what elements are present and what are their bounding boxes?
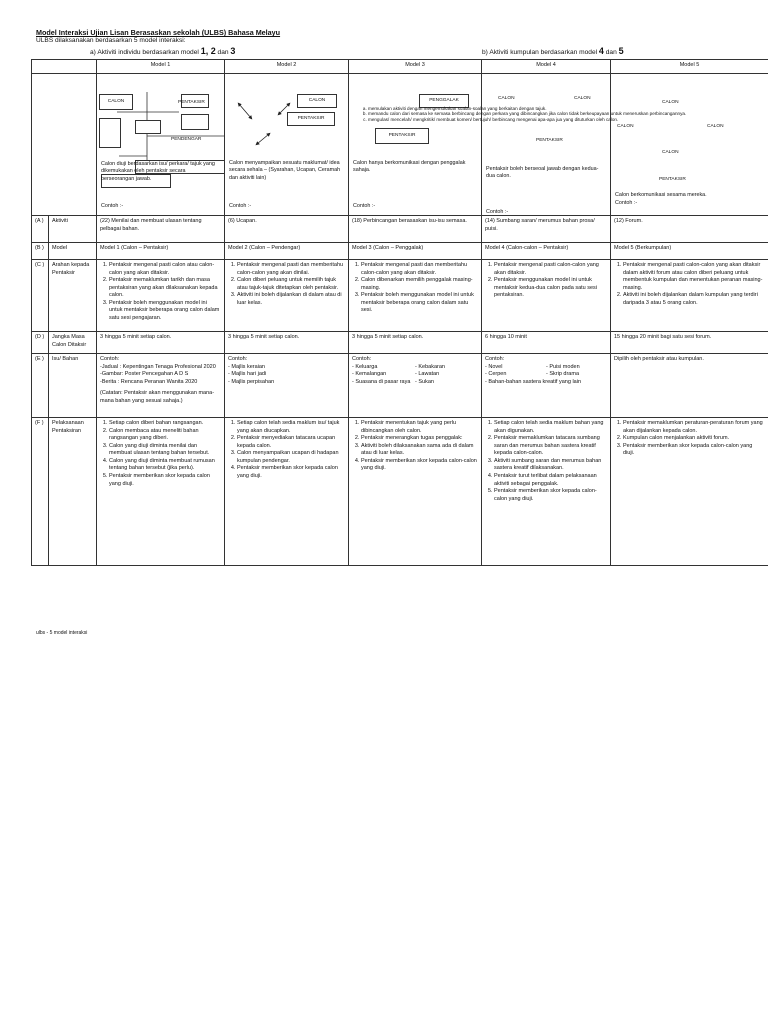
e-m1-item: -Berita : Rencana Peranan Wanita 2020 (100, 378, 198, 385)
diagram-row-blank (32, 74, 97, 216)
e-m3-columns (352, 364, 478, 387)
row-a-label: Aktiviti (49, 216, 97, 243)
m3-box-pentaksir: PENTAKSIR (375, 128, 429, 144)
list-item: 3. Pentaksir memberikan skor kepada calon-calon yang diuji. (623, 443, 765, 458)
e-m2-item: - Majlis keraian (228, 363, 265, 370)
group-activity-note (482, 46, 624, 56)
list-item: 3. Aktiviti ini boleh dijalankan di dalam atau di luar kelas. (237, 292, 345, 307)
header-row (32, 60, 768, 74)
m1-box-left (99, 118, 121, 148)
numbered-list (614, 420, 765, 458)
e-m4-contoh: Contoh: (485, 356, 505, 362)
m4-contoh: Contoh :- (486, 209, 509, 215)
row-e-code: (E ) (32, 354, 49, 418)
row-b-model-5: Model 5 (Berkumpulan) (611, 243, 768, 260)
diagram-model-3 (349, 74, 482, 216)
m4-label-calon-2: CALON (574, 96, 591, 101)
row-f-model-2 (225, 418, 349, 566)
m1-description: Calon diuji berdasarkan isu/ perkara/ tajuk yang dikemukakan oleh pentaksir secara berseorangan jawab. (101, 161, 215, 182)
e-m4-col-left (485, 364, 546, 379)
list-item: 2. Calon membaca atau meneliti bahan rangsangan yang diberi. (109, 428, 221, 443)
list-item: 2. Calon diberi peluang untuk memilih tajuk atau tajuk-tajuk ditetapkan oleh pentaksir. (237, 277, 345, 292)
e-m3-item: - Kemalangan (352, 371, 387, 378)
list-item: 1. Pentaksir mengenal pasti calon-calon yang akan ditaksir dalam aktiviti forum atau calon diberi peluang untuk membentuk kumpulan dan menentukan peranan masing-masing. (623, 262, 765, 292)
m3-description: Calon hanya berkomunikasi dengan penggalak sahaja. (353, 160, 466, 174)
e-m4-extra: - Bahan-bahan sastera kreatif yang lain (485, 378, 582, 385)
list-item: 1. Pentaksir mengenal pasti dan memberitahu calon-calon yang akan ditaksir. (361, 262, 478, 277)
row-c-model-5 (611, 260, 768, 332)
list-item: 2. Pentaksir memaklumkan tarikh dan masa pentaksiran yang akan dilaksanakan kepada calon. (109, 277, 221, 300)
list-item: 2. Pentaksir menyediakan tatacara ucapan kepada calon. (237, 435, 345, 450)
list-item: 2. Aktiviti ini boleh dijalankan dalam kumpulan yang terdiri daripada 3 atau 5 orang calon. (623, 292, 765, 307)
row-f-model-4 (482, 418, 611, 566)
row-b-model-3: Model 3 (Calon – Penggalak) (349, 243, 482, 260)
diagram-model-1 (97, 74, 225, 216)
row-f-label: Pelaksanaan Pentaksiran (49, 418, 97, 566)
m2-description: Calon menyampaikan sesuatu maklumat/ idea secara sehala – (Syarahan, Ucapan, Ceramah dan aktiviti lain) (229, 160, 341, 181)
row-f-model-5 (611, 418, 768, 566)
row-model (32, 243, 768, 260)
header-model-5: Model 5 (611, 60, 768, 74)
header-blank (32, 60, 97, 74)
row-d-model-5: 15 hingga 20 minit bagi satu sesi forum. (611, 332, 768, 354)
sub-a-last: 3 (230, 46, 236, 56)
individual-activity-note (90, 46, 235, 56)
list-item: 2. Pentaksir memaklumkan tatacara sumbang saran dan merumus bahan sastera kreatif kepada calon-calon. (494, 435, 607, 458)
e-m3-item: - Suasana di pasar raya (352, 378, 411, 385)
list-item: 1. Setiap calon telah sedia maklum isu/ tajuk yang akan diucapkan. (237, 420, 345, 435)
row-aktiviti (32, 216, 768, 243)
row-a-model-5: (12) Forum. (611, 216, 768, 243)
e-m3-col-left (352, 364, 415, 387)
row-b-code: (B ) (32, 243, 49, 260)
m5-description: Calon berkomunikasi sesama mereka. (615, 192, 707, 198)
row-c-model-4 (482, 260, 611, 332)
row-f-code: (F ) (32, 418, 49, 566)
page-title: Model Interaksi Ujian Lisan Berasaskan sekolah (ULBS) Bahasa Melayu (36, 28, 281, 37)
numbered-list (228, 262, 345, 307)
row-a-model-2: (6) Ucapan. (225, 216, 349, 243)
list-item: 1. Pentaksir mengenal pasti calon-calon yang akan ditaksir. (494, 262, 607, 277)
e-m3-item: - Sukan (415, 378, 434, 385)
row-c-code: (C ) (32, 260, 49, 332)
intro-text: ULBS dilaksanakan berdasarkan 5 model interaksi: (36, 37, 186, 44)
e-m4-item: - Skrip drama (546, 371, 580, 378)
list-item: 3. Pentaksir boleh menggunakan model ini untuk mentaksir beberapa orang calon dalam satu sesi pengajaran. (109, 300, 221, 323)
m4-label-calon-1: CALON (498, 96, 515, 101)
list-item: 1. Pentaksir mengenal pasti dan memberitahu calon-calon yang akan dinilai. (237, 262, 345, 277)
m1-box-calon: CALON (99, 94, 133, 110)
numbered-list (100, 420, 221, 488)
list-item: 3. Calon menyampaikan ucapan di hadapan kumpulan pendengar. (237, 450, 345, 465)
row-f-model-1 (97, 418, 225, 566)
e-m1-item: -Gambar: Poster Pencegahan A D S (100, 371, 189, 378)
e-m3-col-right (415, 364, 478, 387)
e-m2-item: - Majlis hari jadi (228, 371, 267, 378)
diagram-row (32, 74, 768, 216)
list-item: 1. Pentaksir mengenal pasti calon atau calon-calon yang akan ditaksir. (109, 262, 221, 277)
list-item: 5. Pentaksir memberikan skor kepada calon yang diuji. (109, 473, 221, 488)
row-b-label: Model (49, 243, 97, 260)
f-m3-item: 3. Aktiviti boleh dilaksanakan sama ada di dalam atau di luar kelas. (361, 443, 478, 458)
m5-label-calon-bottom: CALON (662, 150, 679, 155)
numbered-list (228, 420, 345, 481)
e-m4-col-right (546, 364, 607, 379)
e-m4-item: - Cerpen (485, 371, 507, 378)
footer-caption: ulbs - 5 model interaksi (36, 630, 88, 636)
e-m1-contoh: Contoh: (100, 356, 120, 362)
row-a-code: (A ) (32, 216, 49, 243)
list-item: 5. Pentaksir memberikan skor kepada calon-calon yang diuji. (494, 488, 607, 503)
header-model-2: Model 2 (225, 60, 349, 74)
list-item: 4. Pentaksir memberikan skor kepada calon yang diuji. (237, 465, 345, 480)
row-e-model-1 (97, 354, 225, 418)
m1-label-pentaksir: PENTAKSIR (178, 100, 205, 105)
sub-a-models: 1, 2 (200, 46, 216, 56)
m5-label-calon-top: CALON (662, 100, 679, 105)
diagram-model-2 (225, 74, 349, 216)
row-c-label: Arahan kepada Pentaksir (49, 260, 97, 332)
diagram-model-5 (611, 74, 768, 216)
f-m3-item: 4. Pentaksir memberikan skor kepada calon-calon yang diuji. (361, 458, 478, 473)
e-m4-columns (485, 364, 607, 379)
numbered-list (485, 262, 607, 300)
list-item: 2. Kumpulan calon menjalankan aktiviti forum. (623, 435, 765, 443)
row-c-model-1 (97, 260, 225, 332)
e-m3-item: - Keluarga (352, 363, 378, 370)
e-m3-contoh: Contoh: (352, 356, 372, 362)
m2-contoh: Contoh :- (229, 203, 252, 209)
row-c-model-2 (225, 260, 349, 332)
m4-description: Pentaksir boleh berseoal jawab dengan kedua-dua calon. (486, 166, 599, 180)
e-m2-item: - Majlis perpisahan (228, 378, 275, 385)
row-d-label: Jangka Masa Calon Ditaksir (49, 332, 97, 354)
f-m3-item-text: Pentaksir menerangkan tugas penggalak: (361, 435, 463, 442)
sub-b-last: 5 (618, 46, 624, 56)
m2-box-pentaksir: PENTAKSIR (287, 112, 335, 126)
row-d-model-1: 3 hingga 5 minit setiap calon. (97, 332, 225, 354)
row-a-model-3: (18) Perbincangan berasaskan isu-isu semasa. (349, 216, 482, 243)
row-pelaksanaan (32, 418, 768, 566)
e-m4-item: - Puisi moden (546, 363, 580, 370)
m3-box-penggalak: PENGGALAK (419, 94, 469, 108)
row-e-model-5: Dipilih oleh pentaksir atau kumpulan. (611, 354, 768, 418)
row-e-model-3 (349, 354, 482, 418)
list-item: 1. Pentaksir memaklumkan peraturan-peraturan forum yang akan dijalankan kepada calon. (623, 420, 765, 435)
m1-contoh: Contoh :- (101, 203, 124, 209)
list-item: 4. Pentaksir turut terlibat dalam pelaksanaan aktiviti sebagai penggalak. (494, 473, 607, 488)
sub-a-and: dan (215, 49, 231, 56)
row-e-model-4 (482, 354, 611, 418)
model-table (31, 59, 768, 566)
m5-contoh: Contoh :- (615, 200, 638, 206)
row-b-model-2: Model 2 (Calon – Pendengar) (225, 243, 349, 260)
row-e-label: Isu/ Bahan (49, 354, 97, 418)
row-a-model-4: (14) Sumbang saran/ merumus bahan prosa/ puisi. (482, 216, 611, 243)
numbered-list (352, 262, 478, 315)
row-d-model-2: 3 hingga 5 minit setiap calon. (225, 332, 349, 354)
row-d-code: (D ) (32, 332, 49, 354)
sub-b-prefix: b) Aktiviti kumpulan berdasarkan model (482, 49, 599, 56)
m5-label-calon-left: CALON (617, 124, 634, 129)
numbered-list (485, 420, 607, 503)
numbered-list (614, 262, 765, 307)
m5-label-pentaksir: PENTAKSIR (659, 177, 686, 182)
f-m3-item: 1. Pentaksir menentukan tajuk yang perlu dibincangkan oleh calon. (361, 420, 478, 435)
row-b-model-1: Model 1 (Calon – Pentaksir) (97, 243, 225, 260)
list-item: 2. Calon dibenarkan memilih penggalak masing-masing. (361, 277, 478, 292)
m1-box-mid-right (181, 114, 209, 130)
row-jangka-masa (32, 332, 768, 354)
list-item: 1. Setiap calon diberi bahan rangsangan. (109, 420, 221, 428)
list-item: 1. Setiap calon telah sedia maklum bahan yang akan digunakan. (494, 420, 607, 435)
row-d-model-4: 6 hingga 10 minit (482, 332, 611, 354)
row-e-model-2 (225, 354, 349, 418)
row-d-model-3: 3 hingga 5 minit setiap calon. (349, 332, 482, 354)
header-model-3: Model 3 (349, 60, 482, 74)
list-item: 3. Pentaksir boleh menggunakan model ini untuk mentaksir beberapa orang calon dalam satu sesi. (361, 292, 478, 315)
list-item: 3. Calon yang diuji diminta menilai dan membuat ulasan tentang bahan tersebut. (109, 443, 221, 458)
header-model-1: Model 1 (97, 60, 225, 74)
e-m1-item: -Jadual : Kepentingan Tenaga Profesional 2020 (100, 363, 216, 370)
list-item: 2. Pentaksir menggunakan model ini untuk mentaksir kedua-dua calon pada satu sesi pentaksiran. (494, 277, 607, 300)
e-m2-contoh: Contoh: (228, 356, 248, 362)
m5-label-calon-right: CALON (707, 124, 724, 129)
row-arahan (32, 260, 768, 332)
row-c-model-3 (349, 260, 482, 332)
diagram-model-4 (482, 74, 611, 216)
e-m3-item: - Kebakaran (415, 363, 445, 370)
e-m4-item: - Novel (485, 363, 503, 370)
row-a-model-1: (22) Menilai dan membuat ulasan tentang pelbagai bahan. (97, 216, 225, 243)
row-isu-bahan (32, 354, 768, 418)
list-item: 4. Calon yang diuji diminta membuat rumusan tentang bahan tersebut (jika perlu). (109, 458, 221, 473)
e-m3-item: - Lawatan (415, 371, 440, 378)
sub-a-prefix: a) Aktiviti individu berdasarkan model (90, 49, 201, 56)
row-b-model-4: Model 4 (Calon-calon – Pentaksir) (482, 243, 611, 260)
sub-b-and: dan (603, 49, 619, 56)
m4-label-pentaksir: PENTAKSIR (536, 138, 563, 143)
sub-b-models: 4 (598, 46, 604, 56)
m1-box-center (135, 120, 161, 134)
numbered-list (100, 262, 221, 323)
e-m1-note: (Catatan: Pentaksir akan menggunakan mana-mana bahan yang sesuai sahaja.) (100, 390, 215, 404)
m1-label-pendengar: PENDENGAR (171, 137, 202, 142)
f-m3-item: 2. Pentaksir menerangkan tugas penggalak: a. memulakan aktiviti dengan mengemukakan soalan-soalan yang berkaitan dengan tajuk. b. memandu calon dari semasa ke semasa berbincang dengan perkara yang dibincangkan jika calon tidak berkeupayaan untuk meneruskan perbincangannya. c. mengulas/ mencelah/ mengkritik/ membuat komen/ bertujuh/ berbincang mengenai apa-apa jua yang dituturkan oleh calon. (361, 435, 478, 443)
m3-contoh: Contoh :- (353, 203, 376, 209)
m2-box-calon: CALON (297, 94, 337, 108)
list-item: 3. Aktiviti sumbang saran dan merumus bahan sastera kreatif dilaksanakan. (494, 458, 607, 473)
header-model-4: Model 4 (482, 60, 611, 74)
